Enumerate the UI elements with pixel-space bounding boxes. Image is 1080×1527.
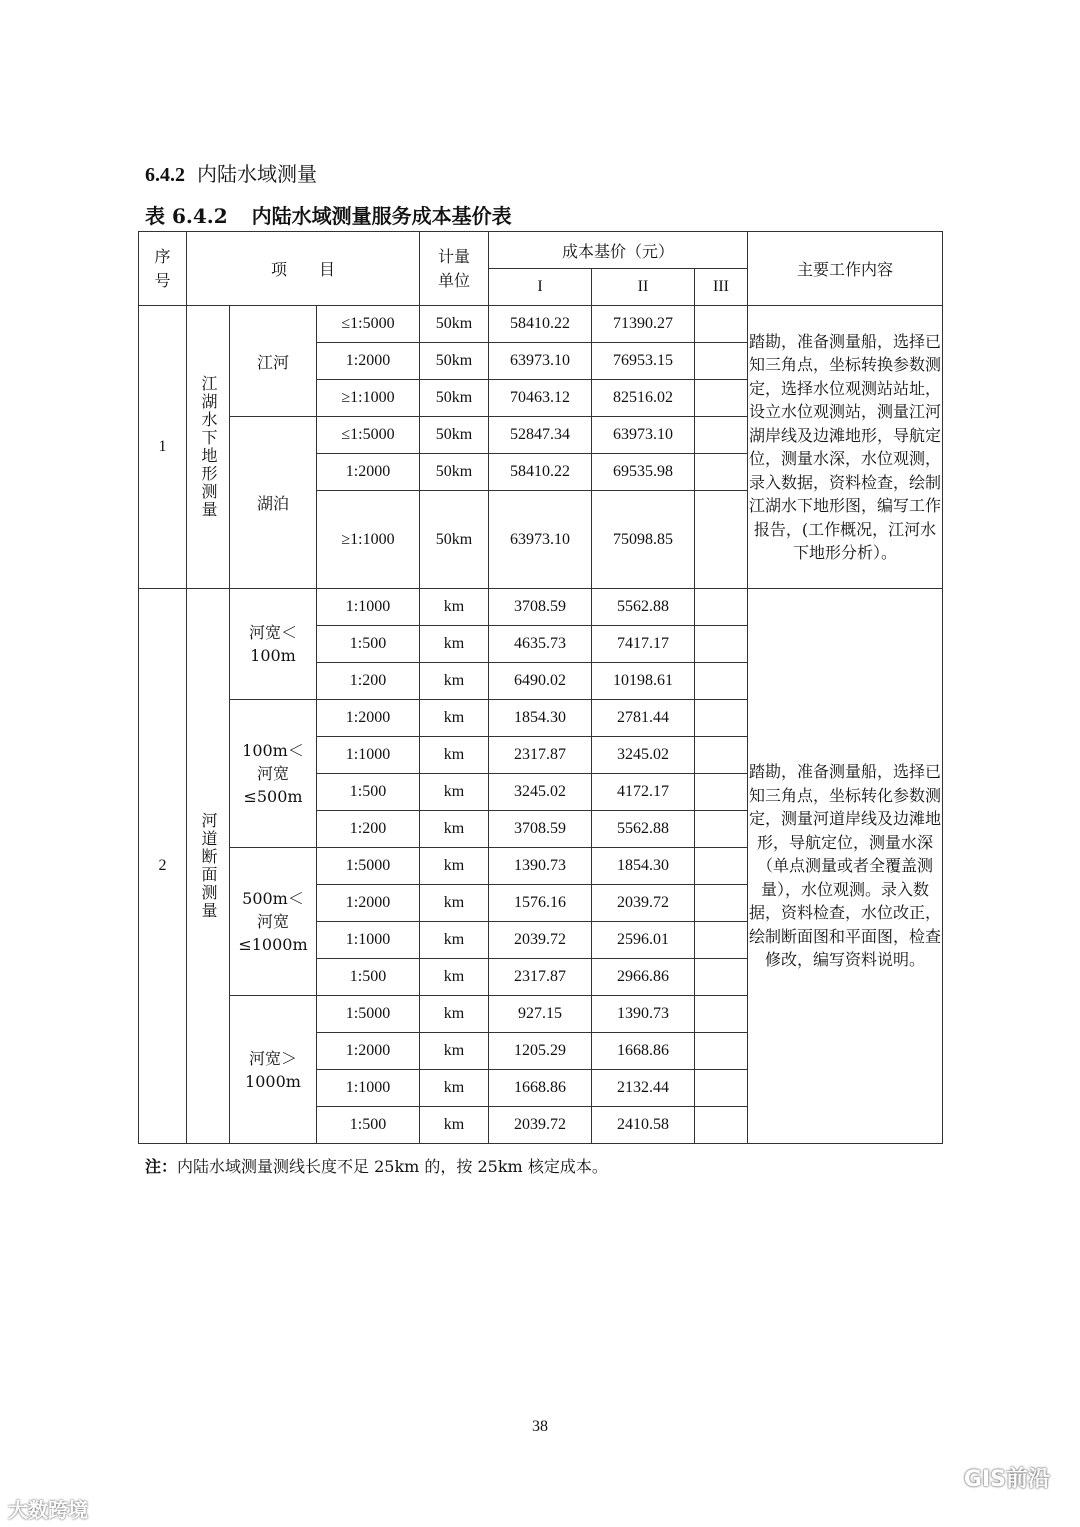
subgroup-name	[230, 700, 317, 848]
price-level-1: 3245.02	[489, 774, 592, 811]
price-level-2: 1854.30	[592, 848, 695, 885]
price-level-3	[695, 922, 748, 959]
unit-cell: km	[420, 848, 489, 885]
unit-cell: km	[420, 1107, 489, 1144]
price-level-2: 4172.17	[592, 774, 695, 811]
scale-cell: 1:500	[317, 626, 420, 663]
header-level-1: I	[489, 269, 592, 306]
price-level-3	[695, 417, 748, 454]
scale-cell: 1:2000	[317, 343, 420, 380]
price-level-3	[695, 774, 748, 811]
header-unit: 计量单位	[420, 232, 489, 306]
scale-cell: 1:1000	[317, 1070, 420, 1107]
price-level-3	[695, 1107, 748, 1144]
price-level-1: 58410.22	[489, 306, 592, 343]
scale-cell: ≤1:5000	[317, 306, 420, 343]
price-level-3	[695, 343, 748, 380]
table-title	[145, 200, 512, 229]
price-level-2: 82516.02	[592, 380, 695, 417]
unit-cell: 50km	[420, 454, 489, 491]
header-work: 主要工作内容	[748, 232, 943, 306]
unit-cell: km	[420, 737, 489, 774]
scale-cell: ≥1:1000	[317, 380, 420, 417]
subgroup-name-line: ≤1000m	[238, 935, 308, 954]
unit-cell: km	[420, 1033, 489, 1070]
scale-cell: 1:2000	[317, 454, 420, 491]
watermark-left: 大数跨境	[8, 1498, 88, 1522]
unit-cell: km	[420, 700, 489, 737]
price-level-1: 58410.22	[489, 454, 592, 491]
price-level-1: 6490.02	[489, 663, 592, 700]
subgroup-name	[230, 848, 317, 996]
price-level-3	[695, 811, 748, 848]
subgroup-name	[230, 589, 317, 700]
price-level-3	[695, 885, 748, 922]
price-level-3	[695, 1070, 748, 1107]
subgroup-name-line: 河宽＜	[248, 623, 297, 642]
unit-cell: km	[420, 959, 489, 996]
subgroup-name-line: 1000m	[245, 1071, 301, 1091]
unit-cell: km	[420, 626, 489, 663]
subgroup-name-line: 100m	[250, 646, 296, 665]
price-level-2: 1668.86	[592, 1033, 695, 1070]
note-text: 内陆水域测量测线长度不足 25km 的，按 25km 核定成本。	[177, 1157, 608, 1176]
watermark-right: GIS前沿	[963, 1467, 1050, 1492]
unit-cell: 50km	[420, 343, 489, 380]
price-level-3	[695, 306, 748, 343]
group-name: 江湖水下地形测量	[187, 306, 230, 589]
price-level-2: 5562.88	[592, 811, 695, 848]
note-label: 注：	[145, 1157, 178, 1176]
price-level-3	[695, 996, 748, 1033]
price-level-1: 1576.16	[489, 885, 592, 922]
scale-cell: ≤1:5000	[317, 417, 420, 454]
price-level-1: 3708.59	[489, 589, 592, 626]
subgroup-name-line: 河宽＞	[248, 1048, 297, 1068]
subgroup-name-line: ≤500m	[243, 787, 303, 806]
table-row	[139, 589, 943, 626]
price-level-3	[695, 491, 748, 589]
price-level-3	[695, 1033, 748, 1070]
price-level-3	[695, 454, 748, 491]
scale-cell: 1:2000	[317, 700, 420, 737]
price-level-1: 3708.59	[489, 811, 592, 848]
header-price: 成本基价（元）	[489, 232, 748, 269]
header-row	[139, 232, 943, 269]
unit-cell: km	[420, 996, 489, 1033]
price-level-1: 70463.12	[489, 380, 592, 417]
price-level-2: 2132.44	[592, 1070, 695, 1107]
price-level-2: 2966.86	[592, 959, 695, 996]
unit-cell: 50km	[420, 417, 489, 454]
section-title	[145, 158, 317, 187]
price-level-3	[695, 700, 748, 737]
price-level-2: 2410.58	[592, 1107, 695, 1144]
price-level-3	[695, 959, 748, 996]
price-level-1: 2039.72	[489, 1107, 592, 1144]
unit-cell: km	[420, 1070, 489, 1107]
scale-cell: 1:1000	[317, 737, 420, 774]
subgroup-name-line: 河宽	[256, 764, 289, 783]
price-level-3	[695, 380, 748, 417]
price-level-3	[695, 589, 748, 626]
price-level-1: 4635.73	[489, 626, 592, 663]
table-body	[139, 232, 943, 1144]
price-level-2: 69535.98	[592, 454, 695, 491]
subgroup-name: 江河	[230, 306, 317, 417]
price-level-2: 7417.17	[592, 626, 695, 663]
unit-cell: 50km	[420, 380, 489, 417]
price-level-1: 2317.87	[489, 959, 592, 996]
price-level-3	[695, 626, 748, 663]
scale-cell: 1:5000	[317, 996, 420, 1033]
scale-cell: 1:200	[317, 663, 420, 700]
price-level-2: 1390.73	[592, 996, 695, 1033]
work-content: 踏勘，准备测量船，选择已知三角点，坐标转化参数测定，测量河道岸线及边滩地形，导航定位，测量水深（单点测量或者全覆盖测量），水位观测。录入数据，资料检查，水位改正，绘制断面图和平面图，检查修改，编写资料说明。	[748, 589, 943, 1144]
scale-cell: 1:500	[317, 959, 420, 996]
subgroup-name: 湖泊	[230, 417, 317, 589]
price-level-1: 63973.10	[489, 491, 592, 589]
scale-cell: 1:5000	[317, 848, 420, 885]
group-seq: 2	[139, 589, 187, 1144]
price-level-1: 2039.72	[489, 922, 592, 959]
work-content: 踏勘，准备测量船，选择已知三角点，坐标转换参数测定，选择水位观测站站址，设立水位观测站，测量江河湖岸线及边滩地形，导航定位，测量水深，水位观测，录入数据，资料检查，绘制江湖水下地形图，编写工作报告，(工作概况，江河水下地形分析）。	[748, 306, 943, 589]
price-level-2: 63973.10	[592, 417, 695, 454]
scale-cell: ≥1:1000	[317, 491, 420, 589]
unit-cell: km	[420, 811, 489, 848]
subgroup-name-line: 河宽	[256, 912, 289, 931]
unit-cell: 50km	[420, 306, 489, 343]
price-level-1: 1854.30	[489, 700, 592, 737]
price-level-3	[695, 848, 748, 885]
unit-cell: km	[420, 663, 489, 700]
header-level-2: II	[592, 269, 695, 306]
unit-cell: km	[420, 885, 489, 922]
price-level-2: 75098.85	[592, 491, 695, 589]
price-level-3	[695, 737, 748, 774]
subgroup-name	[230, 996, 317, 1144]
unit-cell: 50km	[420, 491, 489, 589]
scale-cell: 1:1000	[317, 589, 420, 626]
price-level-2: 2596.01	[592, 922, 695, 959]
price-level-1: 52847.34	[489, 417, 592, 454]
page-number: 38	[532, 1418, 548, 1435]
scale-cell: 1:200	[317, 811, 420, 848]
unit-cell: km	[420, 922, 489, 959]
price-level-1: 1668.86	[489, 1070, 592, 1107]
price-level-1: 63973.10	[489, 343, 592, 380]
price-table	[138, 231, 943, 1144]
unit-cell: km	[420, 589, 489, 626]
section-number: 6.4.2	[145, 164, 185, 186]
header-seq: 序号	[139, 232, 187, 306]
table-note	[145, 1154, 608, 1177]
header-item: 项 目	[187, 232, 420, 306]
price-level-1: 2317.87	[489, 737, 592, 774]
price-level-2: 5562.88	[592, 589, 695, 626]
price-level-1: 1205.29	[489, 1033, 592, 1070]
table-caption: 内陆水域测量服务成本基价表	[251, 204, 512, 228]
scale-cell: 1:1000	[317, 922, 420, 959]
price-level-1: 927.15	[489, 996, 592, 1033]
scale-cell: 1:2000	[317, 885, 420, 922]
price-level-2: 76953.15	[592, 343, 695, 380]
group-seq: 1	[139, 306, 187, 589]
scale-cell: 1:500	[317, 1107, 420, 1144]
table-label: 表 6.4.2	[145, 204, 228, 228]
price-level-2: 10198.61	[592, 663, 695, 700]
price-level-2: 3245.02	[592, 737, 695, 774]
subgroup-name-line: 100m＜	[242, 741, 304, 760]
price-level-2: 2039.72	[592, 885, 695, 922]
scale-cell: 1:2000	[317, 1033, 420, 1070]
group-name: 河道断面测量	[187, 589, 230, 1144]
scale-cell: 1:500	[317, 774, 420, 811]
price-level-2: 2781.44	[592, 700, 695, 737]
price-level-2: 71390.27	[592, 306, 695, 343]
price-level-3	[695, 663, 748, 700]
header-level-3: III	[695, 269, 748, 306]
section-name: 内陆水域测量	[197, 162, 317, 186]
subgroup-name-line: 500m＜	[242, 889, 304, 908]
table-row	[139, 306, 943, 343]
unit-cell: km	[420, 774, 489, 811]
price-level-1: 1390.73	[489, 848, 592, 885]
